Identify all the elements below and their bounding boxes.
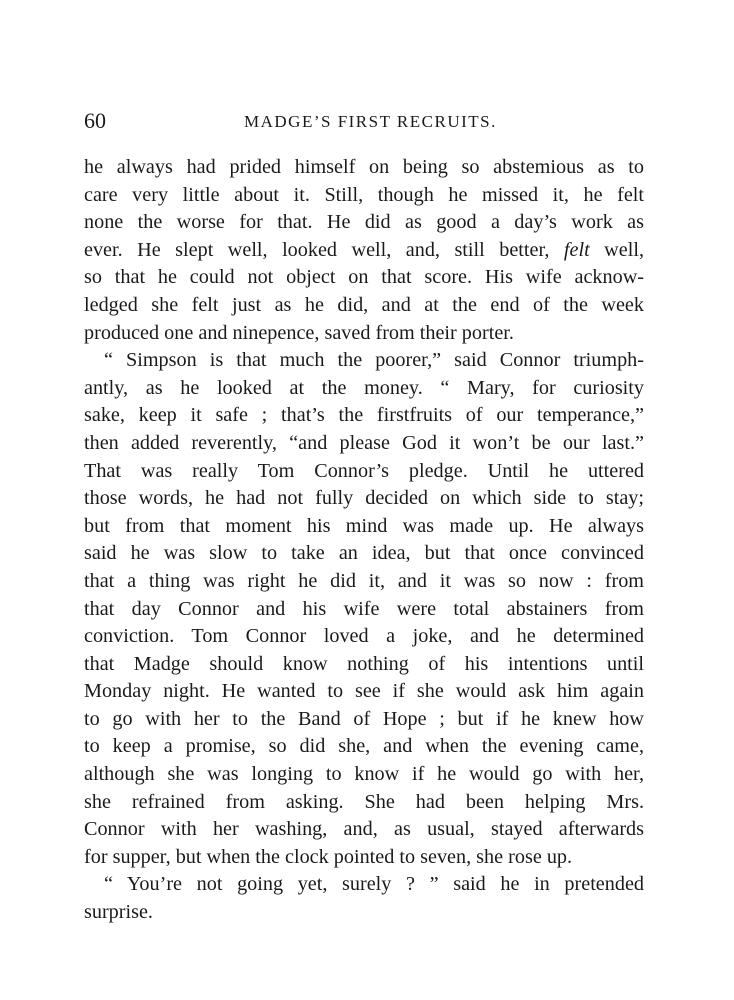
text-line: conviction. Tom Connor loved a joke, and he determined [84,625,644,648]
text-line-with-emphasis [84,237,644,265]
text-line: produced one and ninepence, saved from their porter. [84,321,514,344]
text-line: “ You’re not going yet, surely ? ” said he in pretended [104,873,644,896]
text-line: That was really Tom Connor’s pledge. Until he uttered [84,459,644,482]
page-number: 60 [84,108,106,133]
text-line: she refrained from asking. She had been helping Mrs. [84,790,644,813]
text-line: that day Connor and his wife were total abstainers from [84,597,644,620]
text-line: Monday night. He wanted to see if she would ask him again [84,680,644,703]
text-line: none the worse for that. He did as good a day’s work as [84,211,644,234]
body-text [84,154,644,927]
text-run: ever. He slept well, looked well, and, still better, [84,238,550,261]
text-line: surprise. [84,901,153,924]
text-line: “ Simpson is that much the poorer,” said Connor triumph- [104,349,644,372]
text-line: to go with her to the Band of Hope ; but if he knew how [84,707,644,730]
text-line: sake, keep it safe ; that’s the firstfruits of our temperance,” [84,404,644,427]
text-line: antly, as he looked at the money. “ Mary, for curiosity [84,376,644,399]
text-line: for supper, but when the clock pointed to seven, she rose up. [84,845,573,868]
text-line: that a thing was right he did it, and it was so now : from [84,569,644,592]
running-head: MADGE’S FIRST RECRUITS. [244,112,497,131]
text-run: well, [589,238,644,261]
text-line: then added reverently, “and please God it won’t be our last.” [84,431,644,454]
emphasis-word: felt [563,238,590,261]
text-line: so that he could not object on that score. His wife acknow- [84,266,644,289]
text-line: he always had prided himself on being so abstemious as to [84,156,644,178]
text-line: Connor with her washing, and, as usual, stayed afterwards [84,818,644,841]
text-line: that Madge should know nothing of his intentions until [84,652,644,675]
text-line: those words, he had not fully decided on which side to stay; [84,487,644,510]
text-line: but from that moment his mind was made up. He always [84,514,644,537]
text-line: although she was longing to know if he would go with her, [84,763,644,786]
text-line: to keep a promise, so did she, and when the evening came, [84,735,644,758]
text-line: said he was slow to take an idea, but that once convinced [84,542,644,565]
text-line: care very little about it. Still, though he missed it, he felt [84,183,644,206]
text-line: ledged she felt just as he did, and at the end of the week [84,293,644,316]
page-header [84,106,644,136]
